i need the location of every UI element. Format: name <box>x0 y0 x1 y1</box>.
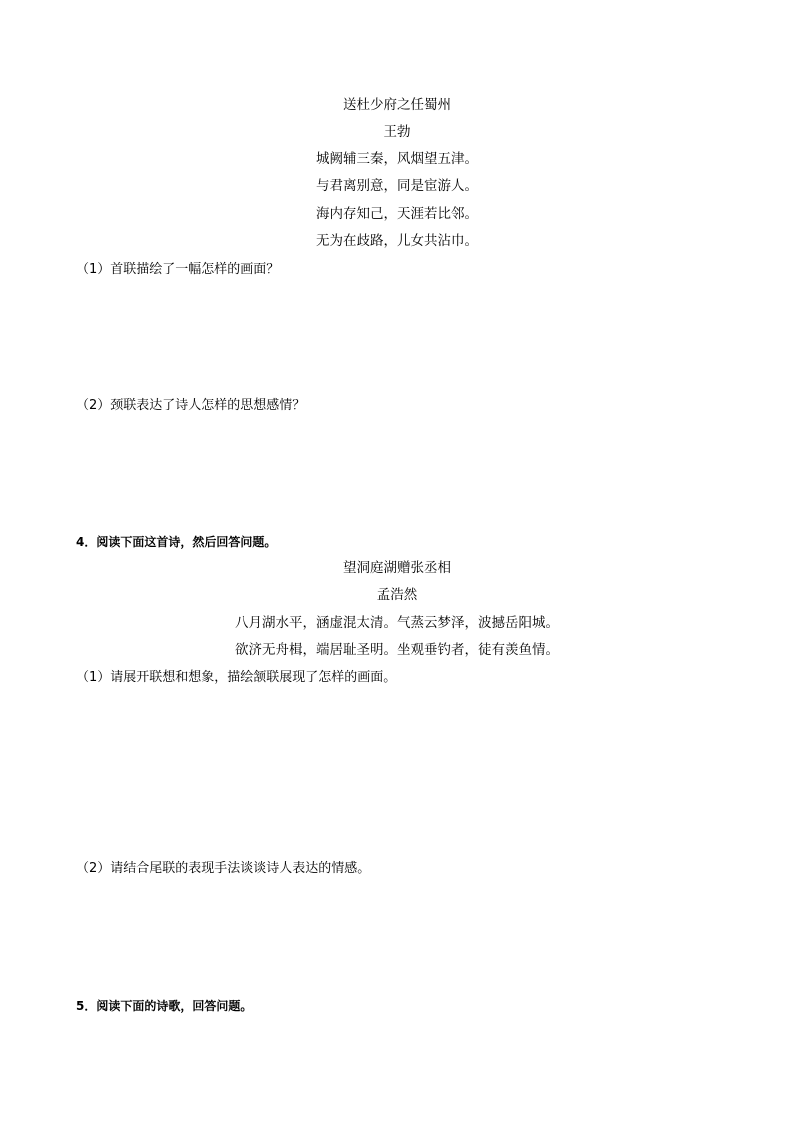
poem1-line: 城阙辅三秦，风烟望五津。 <box>316 151 478 167</box>
question4-sub-1: （1）请展开联想和想象，描绘颔联展现了怎样的画面。 <box>76 670 397 685</box>
poem2-title: 望洞庭湖赠张丞相 <box>343 560 451 576</box>
poem1-line: 海内存知己，天涯若比邻。 <box>316 206 478 222</box>
poem1-question-1: （1）首联描绘了一幅怎样的画面？ <box>76 262 280 277</box>
question4-heading: 4．阅读下面这首诗，然后回答问题。 <box>76 535 277 549</box>
poem2-line: 八月湖水平，涵虚混太清。气蒸云梦泽，波撼岳阳城。 <box>235 615 559 631</box>
poem1-author: 王勃 <box>383 124 411 140</box>
question4-sub-2: （2）请结合尾联的表现手法谈谈诗人表达的情感。 <box>76 861 371 876</box>
question5-heading: 5．阅读下面的诗歌，回答问题。 <box>76 999 253 1013</box>
poem2-author: 孟浩然 <box>376 587 418 603</box>
poem1-title: 送杜少府之任蜀州 <box>343 97 451 113</box>
poem2-line: 欲济无舟楫，端居耻圣明。坐观垂钓者，徒有羡鱼情。 <box>235 642 559 658</box>
poem1-question-2: （2）颈联表达了诗人怎样的思想感情？ <box>76 398 306 413</box>
poem1-line: 无为在歧路，儿女共沾巾。 <box>316 233 478 249</box>
poem1-line: 与君离别意，同是宦游人。 <box>316 178 478 194</box>
